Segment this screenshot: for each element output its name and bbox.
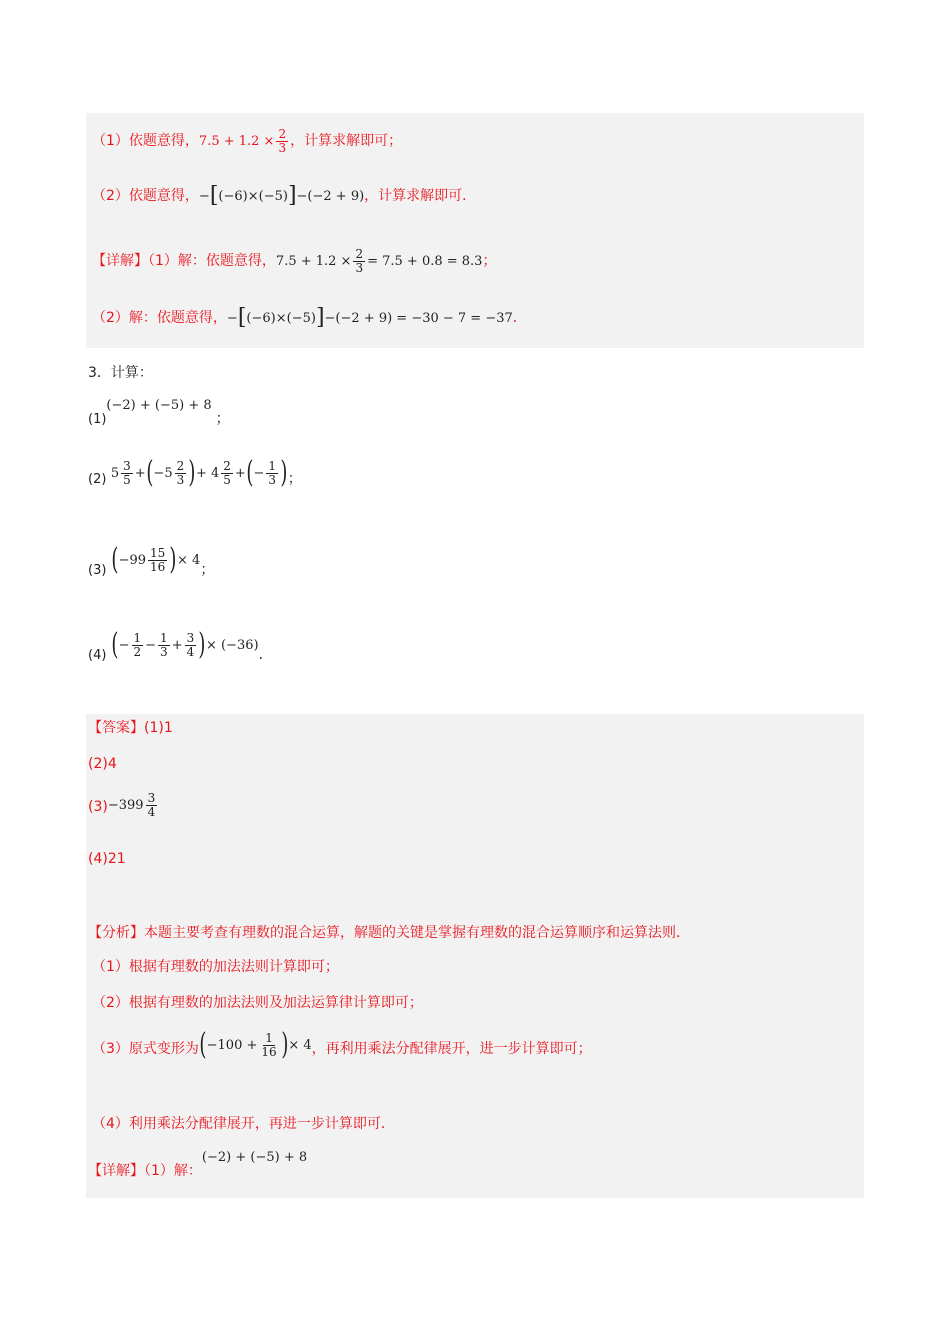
answer-line-1: 【答案】(1)1 — [88, 720, 173, 736]
expr-detail-2: − [ (−6)×(−5) ] −(−2 + 9) = −30 − 7 = −37 — [226, 305, 513, 330]
analysis-line-0: 【分析】本题主要考查有理数的混合运算，解题的关键是掌握有理数的混合运算顺序和运算法则． — [88, 925, 690, 941]
answer-line-3: (3) −399 $\frac{3}{4}$ — [88, 792, 159, 818]
detail-line-p3: 【详解】（1）解：(−2) + (−5) + 8 — [88, 1149, 308, 1179]
expr-p3: ( −99 $\frac{15}{16}$ ) × 4 — [111, 542, 201, 577]
problem-3-heading: 3．计算： — [88, 365, 153, 381]
expr-an3: ( −100 + $\frac{1}{16}$ ) × 4 — [199, 1027, 312, 1062]
hint-line-1: （1）依题意得， 7.5 + 1.2 × $\frac{2}{3}$ ，计算求解即可； — [92, 127, 403, 155]
hint-line-2: （2）依题意得， − [ (−6)×(−5) ] −(−2 + 9) ，计算求解即可． — [92, 183, 477, 208]
detail-line-1: 【详解】（1）解：依题意得， 7.5 + 1.2 × $\frac{2}{3}$ = 7.5 + 0.8 = 8.3 ； — [92, 247, 497, 275]
problem-3-item-4: (4) ( − $\frac{1}{2}$ − $\frac{1}{3}$ + $\frac{3}{4}$ ) × (−36) ． — [88, 627, 273, 663]
problem-3-item-1: (1)(−2) + (−5) + 8； — [88, 397, 230, 427]
expr-hint-1: 7.5 + 1.2 × $\frac{2}{3}$ — [198, 127, 287, 155]
expr-hint-2: − [ (−6)×(−5) ] −(−2 + 9) — [198, 183, 365, 208]
problem-3-item-3: (3) ( −99 $\frac{15}{16}$ ) × 4 ； — [88, 542, 215, 578]
analysis-line-3: （3）原式变形为 ( −100 + $\frac{1}{16}$ ) × 4 ，再利用乘法分配律展开，进一步计算即可； — [92, 1027, 592, 1062]
expr-d1: (−2) + (−5) + 8 — [201, 1149, 308, 1165]
problem-3-item-2: (2) 5 $\frac{3}{5}$ + ( −5 $\frac{2}{3}$ ) + 4 $\frac{2}{5}$ + ( − $\frac{1}{3}$ ) ； — [88, 455, 302, 490]
answer-line-4: (4)21 — [88, 851, 126, 867]
expr-detail-1: 7.5 + 1.2 × $\frac{2}{3}$ = 7.5 + 0.8 = 8.3 — [275, 247, 483, 275]
analysis-line-2: （2）根据有理数的加法法则及加法运算律计算即可； — [92, 995, 423, 1011]
answer-line-2: (2)4 — [88, 756, 117, 772]
detail-line-2: （2）解：依题意得， − [ (−6)×(−5) ] −(−2 + 9) = −30 − 7 = −37 ． — [92, 305, 527, 330]
analysis-line-4: （4）利用乘法分配律展开，再进一步计算即可． — [92, 1116, 395, 1132]
expr-p2: 5 $\frac{3}{5}$ + ( −5 $\frac{2}{3}$ ) + 4 $\frac{2}{5}$ + ( − $\frac{1}{3}$ ) — [110, 455, 288, 490]
analysis-line-1: （1）根据有理数的加法法则计算即可； — [92, 959, 339, 975]
expr-p4: ( − $\frac{1}{2}$ − $\frac{1}{3}$ + $\frac{3}{4}$ ) × (−36) — [111, 627, 259, 662]
expr-p1: (−2) + (−5) + 8 — [106, 397, 212, 413]
expr-a3: −399 $\frac{3}{4}$ — [107, 791, 156, 819]
